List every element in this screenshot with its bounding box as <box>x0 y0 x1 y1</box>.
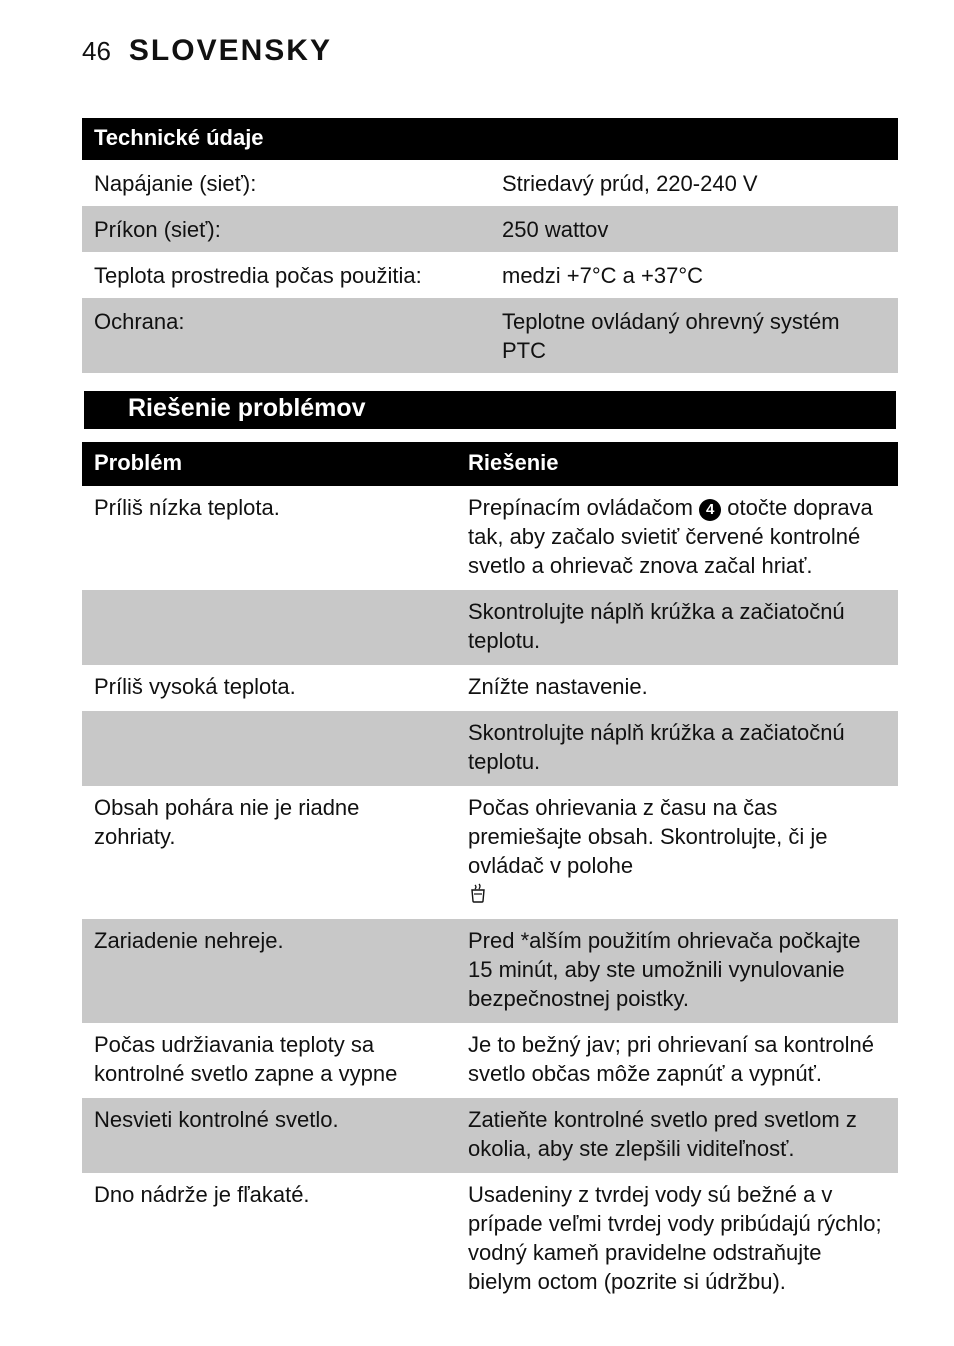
problem-cell: Dno nádrže je fľakaté. <box>94 1182 310 1207</box>
page-number: 46 <box>82 36 111 66</box>
language-heading: SLOVENSKY <box>128 34 332 67</box>
table-row <box>82 298 898 373</box>
spec-value: Striedavý prúd, 220-240 V <box>502 171 758 196</box>
cup-setting-icon <box>468 882 488 904</box>
solution-cell: Zatieňte kontrolné svetlo pred svetlom z okolia, aby ste zlepšili viditeľnosť. <box>456 1098 898 1173</box>
problem-cell: Počas udržiavania teploty sa kontrolné svetlo zapne a vypne <box>94 1032 398 1086</box>
table-row <box>82 919 898 1023</box>
technical-data-table <box>82 118 898 373</box>
table-row <box>82 590 898 665</box>
table-row <box>82 1023 898 1098</box>
solution-cell: Skontrolujte náplň krúžka a začiatočnú teplotu. <box>456 590 898 665</box>
solution-text: otočte doprava tak, aby začalo svietiť červené kontrolné svetlo a ohrievač znova začal hriať. <box>468 495 873 578</box>
troubleshooting-table <box>82 442 898 1306</box>
table-row <box>82 665 898 711</box>
solution-cell: Usadeniny z tvrdej vody sú bežné a v prípade veľmi tvrdej vody pribúdajú rýchlo; vodný kameň pravidelne odstraňujte bielym octom (pozrite si údržbu). <box>468 1182 882 1294</box>
solution-text: Prepínacím ovládačom <box>468 495 693 520</box>
spec-value: medzi +7°C a +37°C <box>502 263 704 288</box>
table-row <box>82 252 898 298</box>
spec-label: Napájanie (sieť): <box>94 171 257 196</box>
column-header-problem: Problém <box>82 442 456 486</box>
problem-cell: Zariadenie nehreje. <box>82 919 456 1023</box>
problem-cell: Príliš vysoká teplota. <box>94 674 296 699</box>
table-row <box>82 160 898 206</box>
spec-label: Teplota prostredia počas použitia: <box>94 263 422 288</box>
problem-cell <box>82 590 456 665</box>
problem-cell: Nesvieti kontrolné svetlo. <box>82 1098 456 1173</box>
spec-value: 250 wattov <box>490 206 898 252</box>
table-row <box>82 1173 898 1306</box>
problem-cell: Príliš nízka teplota. <box>94 495 280 520</box>
spec-label: Ochrana: <box>82 298 490 373</box>
table-row <box>82 786 898 919</box>
solution-cell: Pred *alším použitím ohrievača počkajte 15 minút, aby ste umožnili vynulovanie bezpečnostnej poistky. <box>456 919 898 1023</box>
table-row <box>82 206 898 252</box>
solution-cell <box>456 786 898 919</box>
column-header-solution: Riešenie <box>456 442 898 486</box>
solution-cell <box>456 486 898 590</box>
solution-cell: Skontrolujte náplň krúžka a začiatočnú teplotu. <box>456 711 898 786</box>
table-row <box>82 1098 898 1173</box>
troubleshooting-header <box>82 442 898 486</box>
technical-data-title: Technické údaje <box>82 118 898 160</box>
page-header <box>82 34 332 74</box>
knob-number-icon: 4 <box>699 499 721 521</box>
problem-cell <box>82 711 456 786</box>
solution-text: Počas ohrievania z času na čas premiešajte obsah. Skontrolujte, či je ovládač v polohe <box>468 795 828 878</box>
troubleshooting-section-title: Riešenie problémov <box>84 391 896 429</box>
spec-value: Teplotne ovládaný ohrevný systém PTC <box>490 298 898 373</box>
solution-cell: Znížte nastavenie. <box>468 674 648 699</box>
problem-cell: Obsah pohára nie je riadne zohriaty. <box>94 795 360 849</box>
spec-label: Príkon (sieť): <box>82 206 490 252</box>
technical-data-header <box>82 118 898 160</box>
table-row <box>82 711 898 786</box>
table-row <box>82 486 898 590</box>
solution-cell: Je to bežný jav; pri ohrievaní sa kontrolné svetlo občas môže zapnúť a vypnúť. <box>468 1032 875 1086</box>
